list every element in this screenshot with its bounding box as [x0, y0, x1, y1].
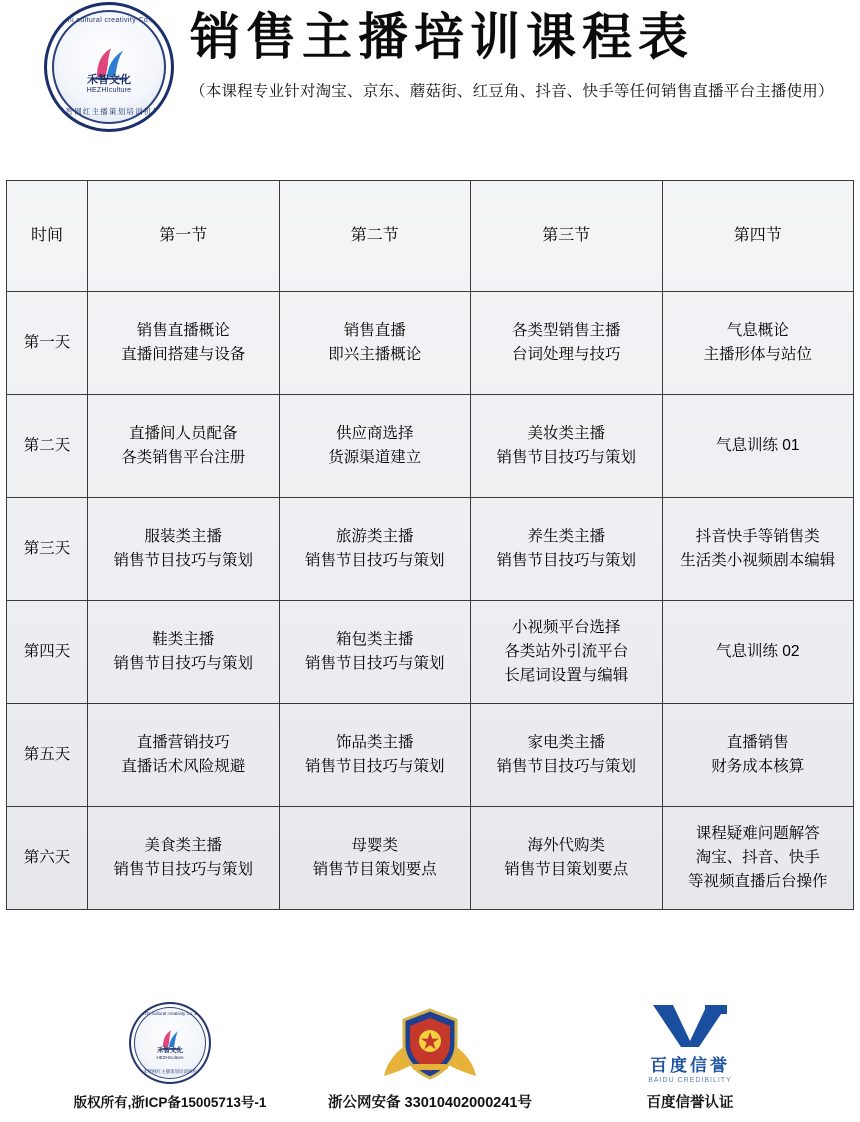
table-row	[7, 498, 854, 601]
table-cell	[279, 498, 471, 601]
cell-line: 销售节目技巧与策划	[304, 655, 445, 672]
cell-line: 销售节目技巧与策划	[496, 449, 636, 466]
table-row	[7, 395, 854, 498]
table-cell	[471, 498, 663, 601]
cell-line: 生活类小视频剧本编辑	[680, 552, 836, 569]
baidu-brand-en: BAIDU CREDIBILITY	[648, 1077, 732, 1084]
table-cell	[471, 601, 663, 704]
table-cell-day: 第二天	[7, 395, 88, 498]
table-cell	[471, 807, 663, 910]
table-cell	[279, 807, 471, 910]
cell-line: 箱包类主播	[335, 630, 414, 648]
table-cell-day: 第三天	[7, 498, 88, 601]
table-header-cell-period-4: 第四节	[662, 181, 854, 292]
company-seal-icon	[44, 2, 174, 132]
cell-line: 财务成本核算	[711, 758, 805, 775]
cell-line: 鞋类主播	[152, 630, 215, 648]
page-footer	[0, 972, 860, 1122]
cell-line: 直播营销技巧	[136, 733, 230, 751]
cell-line: 销售节目策划要点	[504, 861, 629, 878]
schedule-table-wrapper	[6, 180, 854, 910]
page-title: 销售主播培训课程表	[190, 9, 694, 65]
cell-line: 气息训练 01	[715, 436, 800, 454]
cell-line: 直播销售	[726, 733, 789, 751]
page-header	[0, 0, 860, 166]
footer-item-company	[55, 1002, 285, 1084]
table-cell	[662, 601, 854, 704]
table-header-cell-period-2: 第二节	[279, 181, 471, 292]
schedule-table	[6, 180, 854, 910]
table-cell	[471, 395, 663, 498]
police-badge-icon	[382, 1004, 478, 1084]
table-header-cell-time: 时间	[7, 181, 88, 292]
table-cell	[88, 704, 280, 807]
baidu-v-mark-icon	[647, 1001, 733, 1049]
table-cell	[88, 292, 280, 395]
baidu-brand-cn: 百度信誉	[650, 1056, 730, 1075]
table-cell	[88, 498, 280, 601]
table-cell-day: 第五天	[7, 704, 88, 807]
table-header-cell-period-3: 第三节	[471, 181, 663, 292]
cell-line: 小视频平台选择	[511, 618, 621, 636]
cell-line: 销售节目技巧与策划	[304, 758, 445, 775]
table-row	[7, 292, 854, 395]
table-row	[7, 601, 854, 704]
cell-line: 销售节目技巧与策划	[496, 758, 636, 775]
cell-line: 课程疑难问题解答	[695, 824, 820, 842]
cell-line: 直播间人员配备	[128, 424, 238, 442]
cell-line: 台词处理与技巧	[511, 346, 621, 363]
table-cell	[471, 292, 663, 395]
cell-line: 各类站外引流平台	[504, 642, 629, 660]
cell-line: 即兴主播概论	[328, 346, 422, 363]
table-cell	[88, 601, 280, 704]
cell-line: 销售节目策划要点	[312, 861, 437, 878]
table-cell	[662, 704, 854, 807]
cell-line: 销售节目技巧与策划	[304, 552, 445, 569]
table-cell	[662, 292, 854, 395]
copyright-text: 版权所有,浙ICP备15005713号-1	[73, 1095, 267, 1110]
cell-line: 美妆类主播	[527, 424, 605, 442]
cell-line: 等视频直播后台操作	[687, 873, 828, 890]
mini-seal-ring-bottom: 禾智网红主播策划培训机构	[143, 1069, 197, 1074]
cell-line: 供应商选择	[335, 424, 414, 442]
cell-line: 气息训练 02	[715, 642, 800, 660]
cell-line: 销售节目技巧与策划	[113, 552, 253, 569]
footer-item-police	[315, 1004, 545, 1084]
table-cell-day: 第四天	[7, 601, 88, 704]
seal-company-name-en: HEZHIculture	[86, 87, 132, 94]
table-header-row	[7, 181, 854, 292]
cell-line: 气息概论	[726, 321, 789, 339]
table-cell	[279, 395, 471, 498]
table-header-cell-period-1: 第一节	[88, 181, 280, 292]
cell-line: 美食类主播	[144, 836, 222, 854]
company-logo	[44, 2, 176, 134]
cell-line: 海外代购类	[527, 836, 605, 854]
table-cell	[88, 807, 280, 910]
cell-line: 货源渠道建立	[328, 449, 422, 466]
table-row	[7, 704, 854, 807]
table-cell	[662, 395, 854, 498]
table-cell	[471, 704, 663, 807]
cell-line: 各类型销售主播	[511, 321, 621, 339]
table-cell-day: 第一天	[7, 292, 88, 395]
cell-line: 服装类主播	[144, 527, 222, 545]
cell-line: 长尾词设置与编辑	[504, 667, 629, 684]
cell-line: 养生类主播	[527, 527, 605, 545]
table-cell	[662, 498, 854, 601]
cell-line: 抖音快手等销售类	[695, 527, 820, 545]
cell-line: 销售节目技巧与策划	[113, 861, 253, 878]
cell-line: 销售节目技巧与策划	[496, 552, 636, 569]
mini-seal-company-name-en: HEZHIculture	[156, 1055, 184, 1060]
table-cell	[88, 395, 280, 498]
mini-seal-ring-top: Hezhi cultural creativity Co.,Ltd	[138, 1011, 202, 1016]
seal-ring-text-top: Hezhi cultural creativity Co.,Ltd	[54, 17, 164, 24]
seal-ring-text-bottom: 禾智网红主播策划培训机构	[56, 107, 162, 116]
seal-company-name: 禾智文化	[87, 74, 131, 86]
title-block	[190, 6, 860, 101]
table-cell-day: 第六天	[7, 807, 88, 910]
cell-line: 直播间搭建与设备	[121, 346, 246, 363]
cell-line: 旅游类主播	[335, 527, 414, 545]
cell-line: 淘宝、抖音、快手	[695, 848, 820, 866]
table-row	[7, 807, 854, 910]
baidu-credibility-icon	[630, 1001, 750, 1084]
page-subtitle: （本课程专业针对淘宝、京东、蘑菇街、红豆角、抖音、快手等任何销售直播平台主播使用）	[190, 82, 834, 100]
cell-line: 销售直播概论	[136, 321, 230, 339]
footer-captions	[0, 1084, 860, 1118]
footer-badges	[0, 972, 860, 1084]
company-seal-icon	[129, 1002, 211, 1084]
cell-line: 饰品类主播	[335, 733, 414, 751]
cell-line: 母婴类	[351, 836, 398, 854]
table-cell	[662, 807, 854, 910]
cell-line: 主播形体与站位	[703, 346, 812, 363]
baidu-certification-text: 百度信誉认证	[646, 1094, 734, 1111]
cell-line: 家电类主播	[527, 733, 605, 751]
table-cell	[279, 601, 471, 704]
table-cell	[279, 292, 471, 395]
cell-line: 销售节目技巧与策划	[113, 655, 253, 672]
police-record-text: 浙公网安备 33010402000241号	[328, 1094, 532, 1111]
cell-line: 直播话术风险规避	[121, 758, 246, 775]
footer-item-baidu	[575, 1001, 805, 1084]
table-cell	[279, 704, 471, 807]
cell-line: 各类销售平台注册	[121, 449, 246, 466]
cell-line: 销售直播	[343, 321, 406, 339]
mini-seal-company-name: 禾智文化	[157, 1047, 183, 1054]
